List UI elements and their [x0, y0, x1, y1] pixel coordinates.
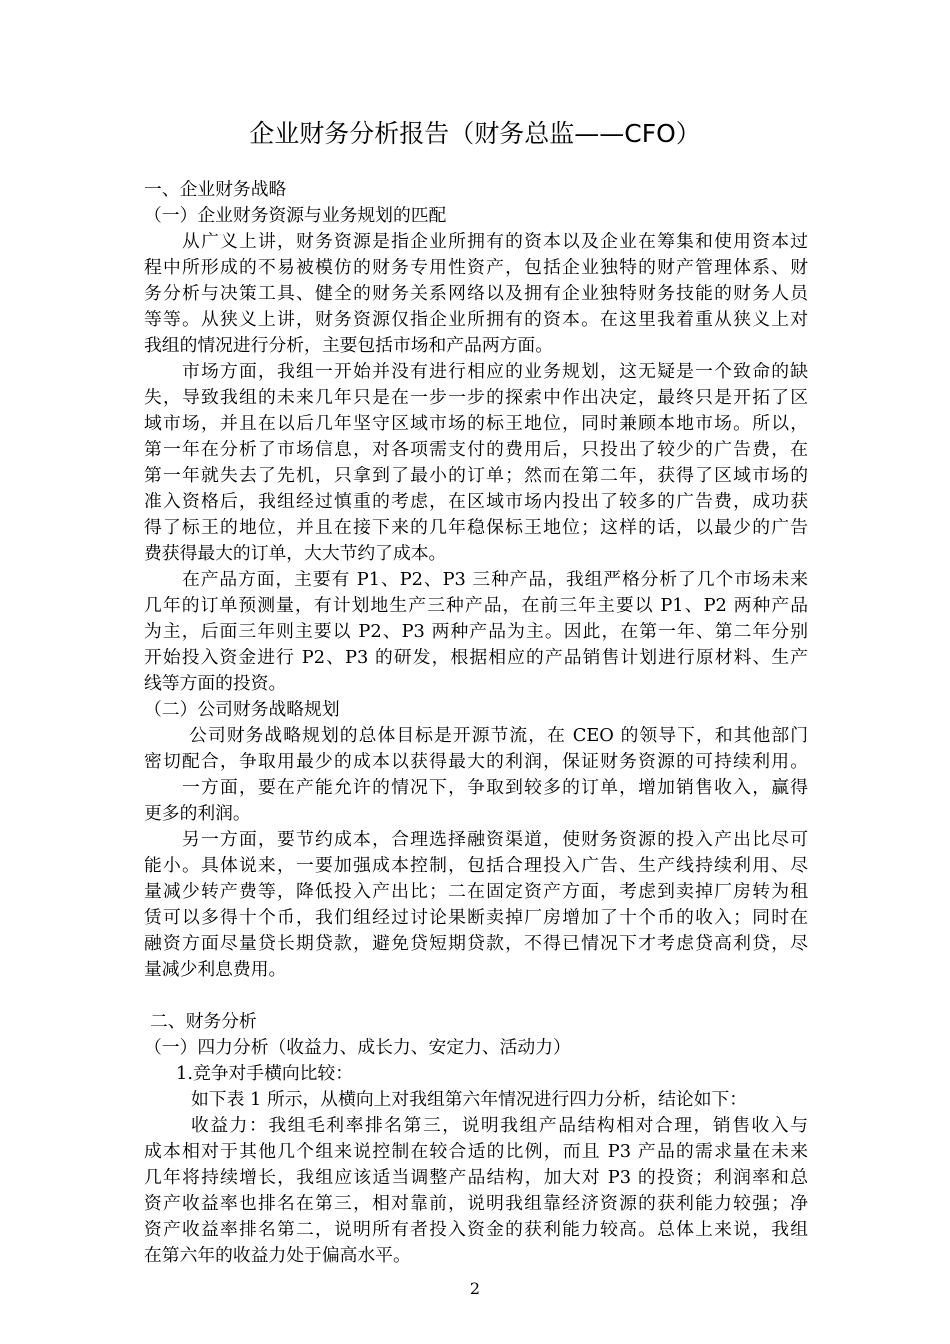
paragraph-line: 在第六年的收益力处于偏高水平。 — [144, 1245, 411, 1266]
paragraph-line: 第一年就失去了先机，只拿到了最小的订单；然而在第二年，获得了区域市场的 — [144, 465, 808, 486]
section-heading: 二、财务分析 — [150, 1011, 257, 1032]
paragraph-line: 第一年在分析了市场信息，对各项需支付的费用后，只投出了较少的广告费，在 — [144, 439, 808, 460]
paragraph-line: 更多的利润。 — [144, 803, 251, 824]
page-number: 2 — [469, 1279, 481, 1298]
paragraph-line: 融资方面尽量贷长期贷款，避免贷短期贷款，不得已情况下才考虑贷高利贷，尽 — [144, 933, 808, 954]
paragraph-line: 收益力：我组毛利率排名第三，说明我组产品结构相对合理，销售收入与 — [191, 1115, 808, 1136]
paragraph-line: 得了标王的地位，并且在接下来的几年稳保标王地位；这样的话，以最少的广告 — [144, 517, 808, 538]
paragraph-line: 域市场，并且在以后几年坚守区域市场的标王地位，同时兼顾本地市场。所以， — [144, 413, 808, 434]
paragraph-line: 务分析与决策工具、健全的财务关系网络以及拥有企业独特财务技能的财务人员 — [144, 283, 808, 304]
list-item-heading: 1.竞争对手横向比较： — [176, 1063, 353, 1084]
paragraph-line: 几年的订单预测量，有计划地生产三种产品，在前三年主要以 P1、P2 两种产品 — [144, 595, 808, 616]
paragraph-line: 等等。从狭义上讲，财务资源仅指企业所拥有的资本。在这里我着重从狭义上对 — [144, 309, 808, 330]
paragraph-line: 在产品方面，主要有 P1、P2、P3 三种产品，我组严格分析了几个市场未来 — [182, 569, 808, 590]
paragraph-line: 从广义上讲，财务资源是指企业所拥有的资本以及企业在筹集和使用资本过 — [182, 231, 808, 252]
subsection-heading: （一）四力分析（收益力、成长力、安定力、活动力） — [144, 1037, 571, 1058]
document-title: 企业财务分析报告（财务总监——CFO） — [249, 119, 701, 148]
paragraph-line: 量减少转产费等，降低投入产出比；二在固定资产方面，考虑到卖掉厂房转为租 — [144, 881, 808, 902]
section-heading: 一、企业财务战略 — [144, 179, 287, 200]
paragraph-line: 失，导致我组的未来几年只是在一步一步的探索中作出决定，最终只是开拓了区 — [144, 387, 808, 408]
paragraph-line: 如下表 1 所示，从横向上对我组第六年情况进行四力分析，结论如下： — [191, 1089, 748, 1110]
paragraph-line: 资产收益率排名第二，说明所有者投入资金的获利能力较高。总体上来说，我组 — [144, 1219, 808, 1240]
paragraph-line: 一方面，要在产能允许的情况下，争取到较多的订单，增加销售收入，赢得 — [182, 777, 808, 798]
paragraph-line: 密切配合，争取用最少的成本以获得最大的利润，保证财务资源的可持续利用。 — [144, 751, 808, 772]
paragraph-line: 成本相对于其他几个组来说控制在较合适的比例，而且 P3 产品的需求量在未来 — [144, 1141, 808, 1162]
paragraph-line: 程中所形成的不易被模仿的财务专用性资产，包括企业独特的财产管理体系、财 — [144, 257, 808, 278]
paragraph-line: 量减少利息费用。 — [144, 959, 287, 980]
paragraph-line: 准入资格后，我组经过慎重的考虑，在区域市场内投出了较多的广告费，成功获 — [144, 491, 808, 512]
paragraph-line: 我组的情况进行分析，主要包括市场和产品两方面。 — [144, 335, 553, 356]
paragraph-line: 开始投入资金进行 P2、P3 的研发，根据相应的产品销售计划进行原材料、生产 — [144, 647, 808, 668]
subsection-heading: （二）公司财务战略规划 — [144, 699, 340, 720]
paragraph-line: 为主，后面三年则主要以 P2、P3 两种产品为主。因此，在第一年、第二年分别 — [144, 621, 808, 642]
paragraph-line: 费获得最大的订单，大大节约了成本。 — [144, 543, 447, 564]
paragraph-line: 另一方面，要节约成本，合理选择融资渠道，使财务资源的投入产出比尽可 — [182, 829, 808, 850]
paragraph-line: 赁可以多得十个币，我们组经过讨论果断卖掉厂房增加了十个币的收入；同时在 — [144, 907, 808, 928]
paragraph-line: 能小。具体说来，一要加强成本控制，包括合理投入广告、生产线持续利用、尽 — [144, 855, 808, 876]
paragraph-line: 几年将持续增长，我组应该适当调整产品结构，加大对 P3 的投资；利润率和总 — [144, 1167, 808, 1188]
paragraph-line: 公司财务战略规划的总体目标是开源节流，在 CEO 的领导下，和其他部门 — [189, 725, 808, 746]
paragraph-line: 市场方面，我组一开始并没有进行相应的业务规划，这无疑是一个致命的缺 — [182, 361, 808, 382]
paragraph-line: 线等方面的投资。 — [144, 673, 287, 694]
subsection-heading: （一）企业财务资源与业务规划的匹配 — [144, 205, 447, 226]
paragraph-line: 资产收益率也排名在第三，相对靠前，说明我组靠经济资源的获利能力较强；净 — [144, 1193, 808, 1214]
